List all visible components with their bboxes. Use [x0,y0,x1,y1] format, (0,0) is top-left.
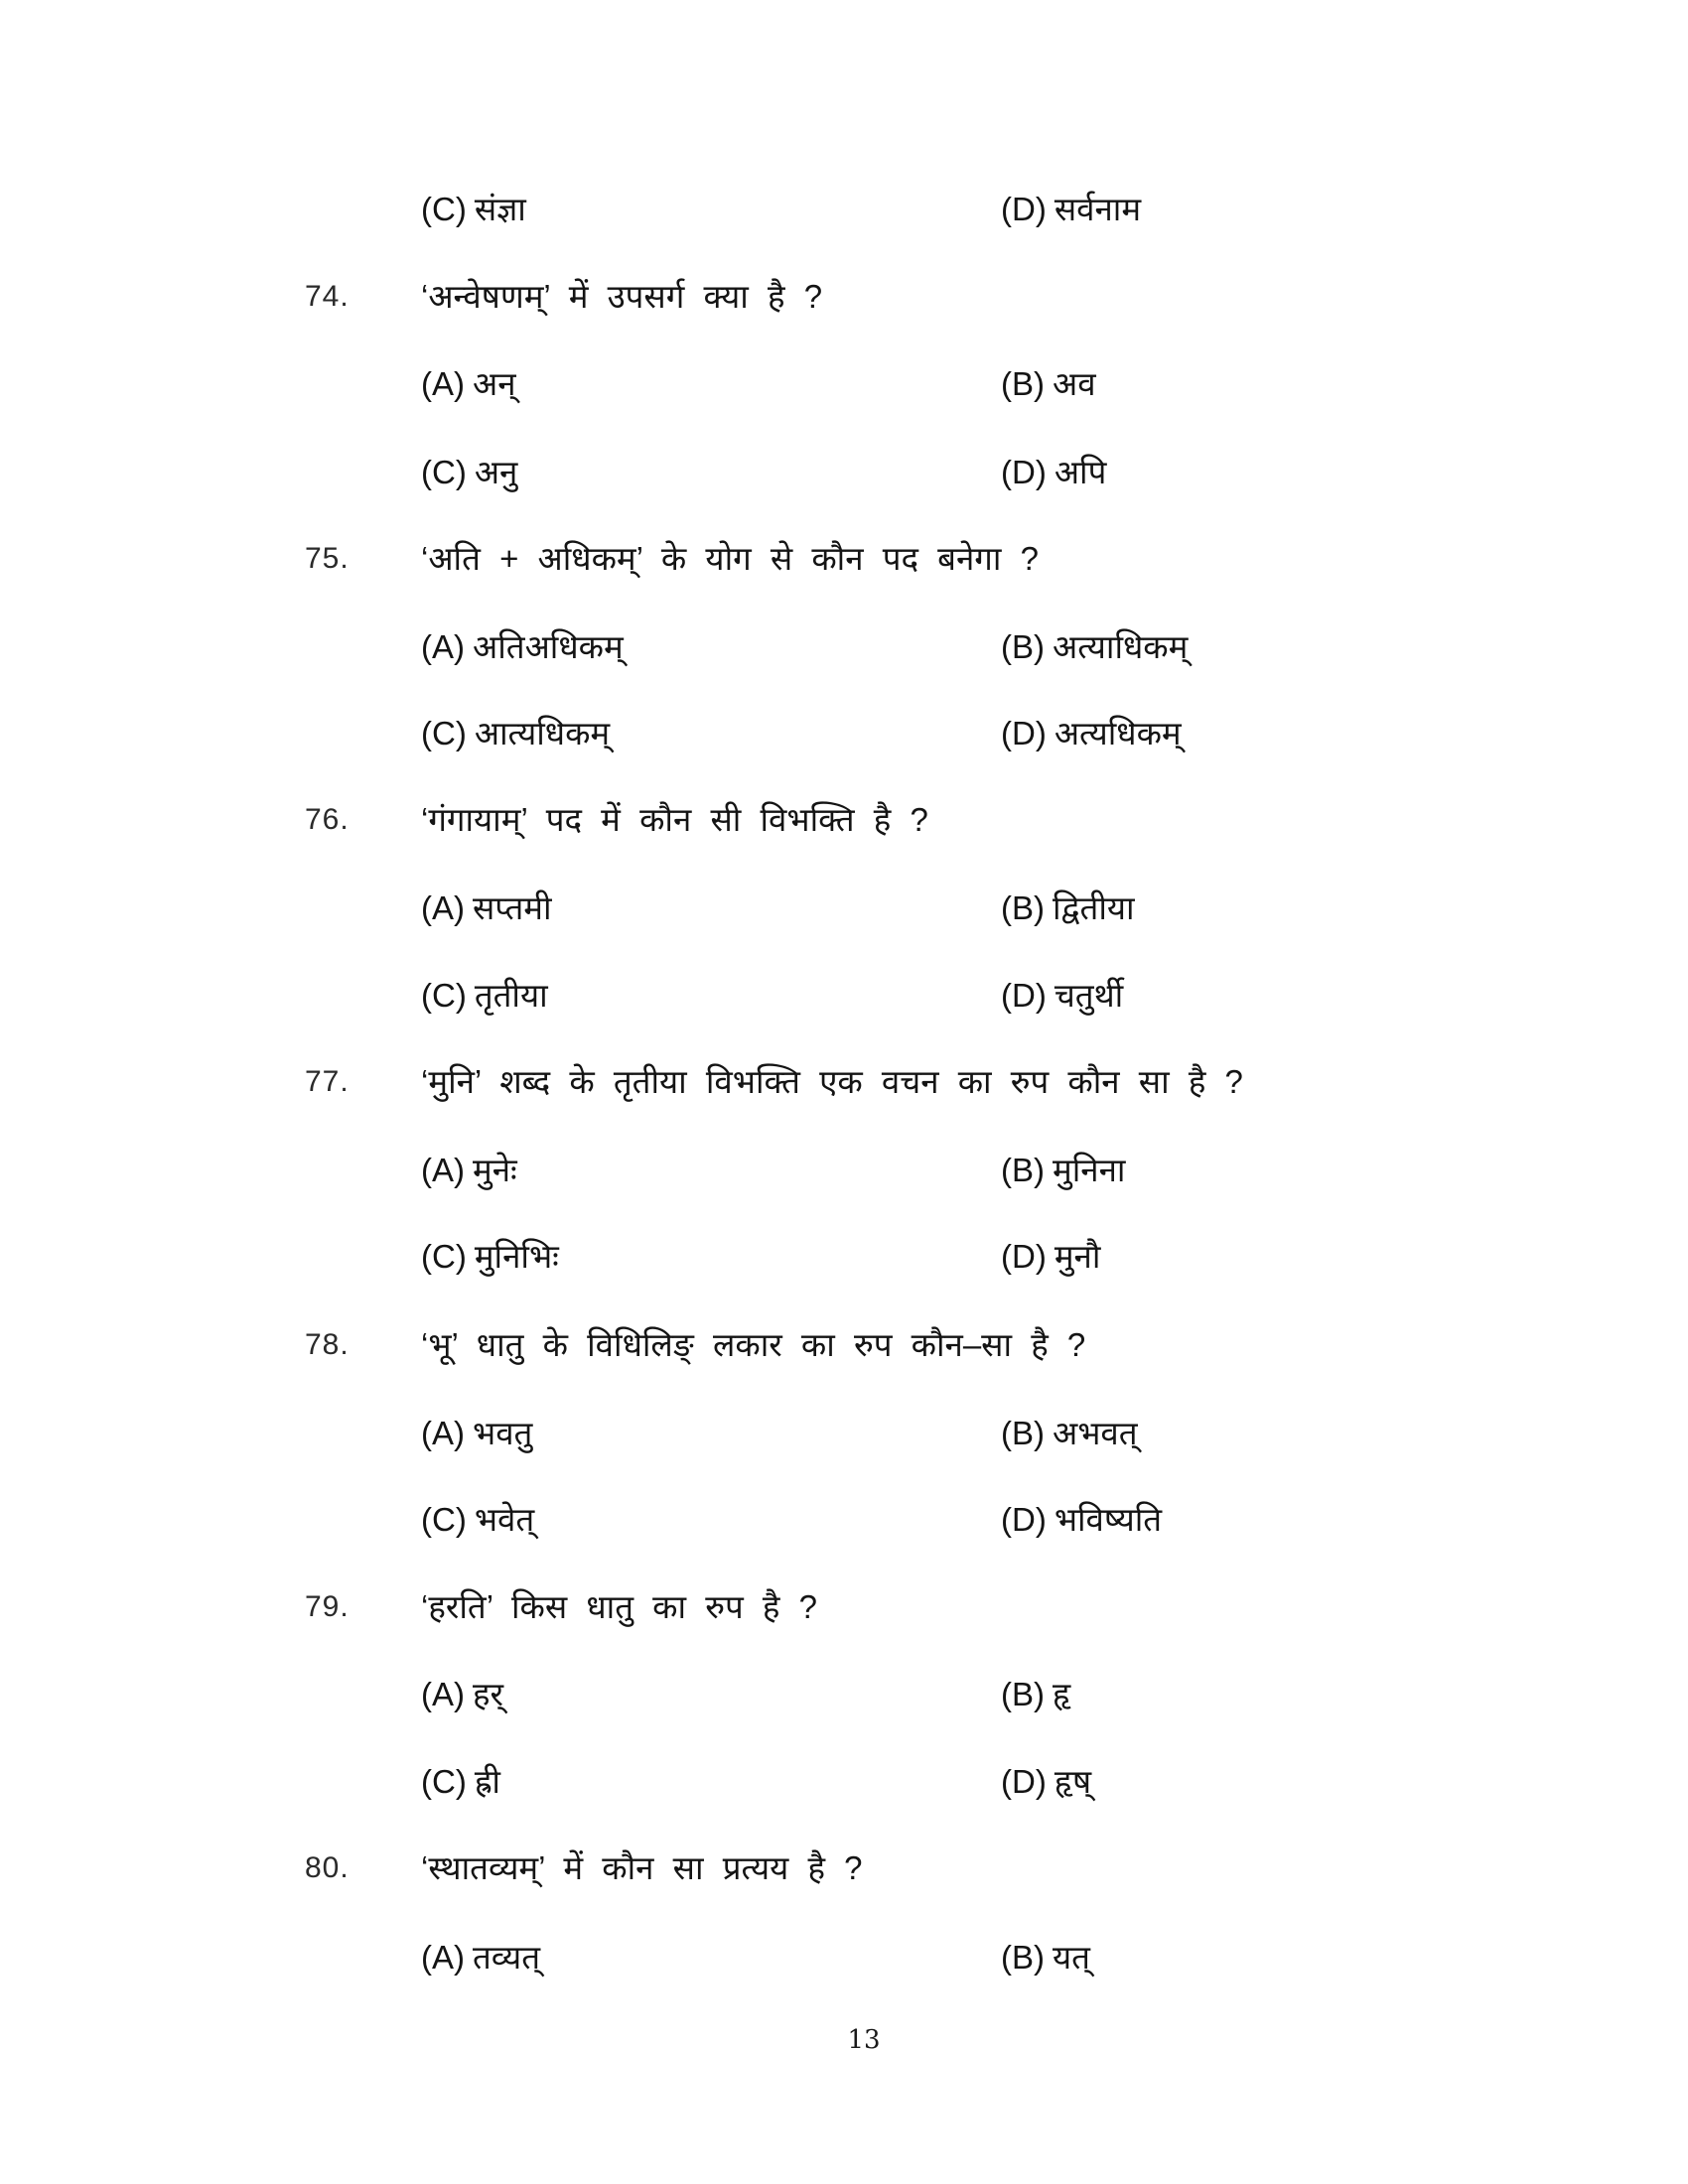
option-row [0,1232,1688,1282]
question-text: ‘भू’ धातु के विधिलिङ् लकार का रुप कौन–सा है ? [421,1326,1086,1363]
option-a: (A) सप्तमी [421,889,552,926]
question-number: 76. [305,803,350,836]
question-78 [0,1320,1688,1370]
option-row [0,1757,1688,1807]
option-row [0,1933,1688,1982]
option-row [0,971,1688,1021]
question-77 [0,1057,1688,1107]
question-79 [0,1582,1688,1632]
option-row [0,709,1688,758]
option-a: (A) मुनेः [421,1152,517,1188]
option-a: (A) हर् [421,1676,504,1712]
option-b: (B) हृ [1001,1676,1071,1712]
page-number: 13 [847,2025,881,2055]
option-row [0,1670,1688,1719]
option-row [0,359,1688,409]
question-text: ‘अति + अधिकम्’ के योग से कौन पद बनेगा ? [421,540,1039,577]
question-75 [0,534,1688,584]
option-d: (D) अत्यधिकम् [1001,715,1182,751]
option-row [0,1146,1688,1195]
question-text: ‘गंगायाम्’ पद में कौन सी विभक्ति है ? [421,801,928,838]
question-text: ‘स्थातव्यम्’ में कौन सा प्रत्यय है ? [421,1849,863,1886]
option-d: (D) मुनौ [1001,1238,1101,1275]
question-76 [0,795,1688,845]
option-row [0,185,1688,234]
option-b: (B) मुनिना [1001,1152,1126,1188]
option-row [0,884,1688,933]
option-a: (A) तव्यत् [421,1939,541,1976]
question-number: 78. [305,1328,350,1361]
question-number: 79. [305,1590,350,1623]
option-row [0,622,1688,672]
question-number: 77. [305,1065,350,1098]
question-80 [0,1843,1688,1893]
question-number: 75. [305,542,350,575]
option-b: (B) अत्याधिकम् [1001,628,1189,665]
question-text: ‘मुनि’ शब्द के तृतीया विभक्ति एक वचन का रुप कौन सा है ? [421,1063,1243,1100]
option-c: (C) मुनिभिः [421,1238,559,1275]
question-text: ‘अन्वेषणम्’ में उपसर्ग क्या है ? [421,278,823,315]
question-number: 80. [305,1851,350,1884]
option-a: (A) अन् [421,365,516,402]
option-row [0,1495,1688,1545]
option-c: (C) भवेत् [421,1501,535,1538]
question-text: ‘हरति’ किस धातु का रुप है ? [421,1588,817,1625]
option-row [0,1409,1688,1458]
option-row [0,448,1688,497]
option-d: (D) हृष् [1001,1763,1092,1800]
option-c: (C) ह्री [421,1763,500,1800]
option-b: (B) अभवत् [1001,1415,1138,1451]
option-b: (B) अव [1001,365,1096,402]
option-d: (D) अपि [1001,454,1107,490]
option-d: (D) सर्वनाम [1001,191,1142,227]
option-a: (A) अतिअधिकम् [421,628,624,665]
option-a: (A) भवतु [421,1415,533,1451]
question-number: 74. [305,280,350,313]
option-c: (C) अनु [421,454,518,490]
option-b: (B) यत् [1001,1939,1090,1976]
question-74 [0,272,1688,322]
option-d: (D) भविष्यति [1001,1501,1163,1538]
option-d: (D) चतुर्थी [1001,977,1124,1014]
option-c: (C) तृतीया [421,977,548,1014]
option-c: (C) आत्यधिकम् [421,715,611,751]
option-b: (B) द्वितीया [1001,889,1135,926]
option-c: (C) संज्ञा [421,191,526,227]
